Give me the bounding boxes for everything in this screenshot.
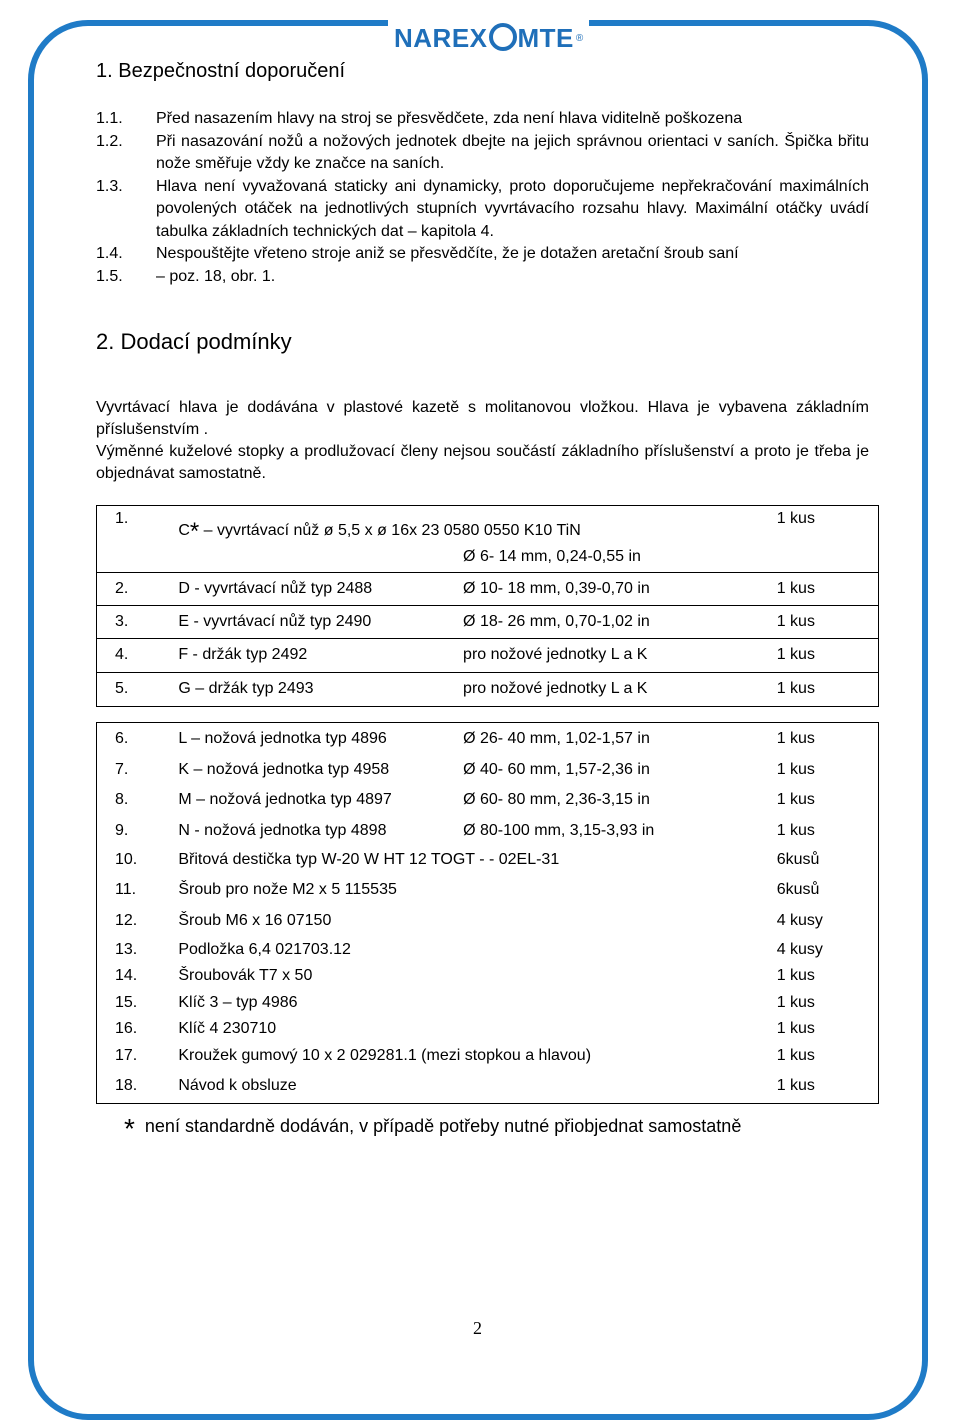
logo-registered-mark: ®: [575, 32, 584, 44]
row-quantity: 1 kus: [776, 680, 815, 697]
row-name: Klíč 3 – typ 4986: [178, 993, 298, 1011]
row-name: F - držák typ 2492: [178, 646, 308, 663]
row-number: 18.: [115, 1077, 138, 1095]
row-dimension: Ø 40- 60 mm, 1,57-2,36 in: [463, 760, 650, 778]
section2-title: 2. Dodací podmínky: [96, 329, 292, 354]
row-quantity: 6kusů: [776, 881, 820, 898]
row-quantity: 1 kus: [776, 760, 815, 778]
row-dimension: pro nožové jednotky L a K: [463, 680, 648, 697]
row-number: 13.: [115, 940, 138, 958]
row-name: K – nožová jednotka typ 4958: [178, 760, 390, 778]
row-name: Břitová destička typ W-20 W HT 12 TOGT - - 02EL-31: [178, 851, 560, 868]
table-row: [97, 875, 879, 906]
delivery-paragraph-2: Výměnné kuželové stopky a prodlužovací členy nejsou součástí základního příslušenství a proto je třeba je objednávat samostatně.: [96, 443, 869, 482]
table-row: [97, 937, 879, 963]
row-dimension: pro nožové jednotky L a K: [463, 646, 648, 663]
row-quantity: 1 kus: [776, 510, 815, 527]
row-number: 4.: [115, 646, 129, 663]
footnote-text: není standardně dodáván, v případě potřeby nutné přiobjednat samostatně: [144, 1116, 742, 1136]
table-row: [97, 990, 879, 1016]
table-row: [97, 1016, 879, 1042]
footnote: [124, 1107, 742, 1144]
row-number: 15.: [115, 993, 138, 1011]
row-quantity: 6kusů: [776, 851, 820, 868]
rule-number: 1.4.: [96, 245, 123, 262]
rule-text: Nespouštějte vřeteno stroje aniž se přesvědčíte, že je dotažen aretační šroub saní: [156, 245, 739, 262]
narex-mte-logo: [388, 18, 589, 58]
row-number: 3.: [115, 612, 129, 630]
rule-text: – poz. 18, obr. 1.: [156, 267, 276, 285]
delivery-paragraph-1: Vyvrtávací hlava je dodávána v plastové kazetě s molitanovou vložkou. Hlava je vybavena základním příslušenstvím .: [96, 399, 869, 438]
row-number: 16.: [115, 1019, 138, 1037]
table-row: [97, 542, 879, 572]
row-number: 5.: [115, 680, 129, 697]
rule-number: 1.3.: [96, 177, 123, 195]
row-number: 11.: [115, 881, 137, 898]
rule-text: Hlava není vyvažovaná staticky ani dynamicky, proto doporučujeme nepřekračování maximálních povolených otáček na jednotlivých stupních vyvrtávacího rozsahu hlavy. Maximální otáčky uvádí tabulka základních technických dat – kapitola 4.: [156, 177, 869, 240]
table-row: [97, 1070, 879, 1104]
table-row: [97, 638, 879, 672]
row-number: 7.: [115, 760, 129, 778]
row-number: 17.: [115, 1046, 138, 1064]
rule-number: 1.5.: [96, 267, 123, 285]
logo-text-part1: NAREX: [394, 22, 488, 53]
row-name: Kroužek gumový 10 x 2 029281.1 (mezi stopkou a hlavou): [178, 1046, 592, 1064]
table-row: [97, 723, 879, 755]
row-dimension: Ø 60- 80 mm, 2,36-3,15 in: [463, 791, 650, 808]
row-name: [178, 506, 762, 543]
row-name: N - nožová jednotka typ 4898: [178, 821, 387, 839]
row-name: Klíč 4 230710: [178, 1019, 277, 1037]
table-row: [97, 755, 879, 785]
row-quantity: 1 kus: [776, 1046, 815, 1064]
row-quantity: 1 kus: [776, 1077, 815, 1095]
accessories-table-1: [96, 505, 879, 707]
row-quantity: 1 kus: [776, 821, 815, 839]
row-quantity: 1 kus: [776, 791, 815, 808]
logo-text-part2: MTE: [517, 22, 574, 53]
row-number: 9.: [115, 821, 129, 839]
row-quantity: 1 kus: [776, 579, 815, 597]
table-row: [97, 672, 879, 706]
row-name: E - vyvrtávací nůž typ 2490: [178, 612, 372, 630]
safety-rules-list: [96, 108, 869, 288]
accessories-table-2: [96, 722, 879, 1104]
asterisk-mark: *: [124, 1113, 135, 1144]
table-row: [97, 572, 879, 605]
row-name: Šroubovák T7 x 50: [178, 967, 313, 984]
page-number: 2: [473, 1318, 482, 1338]
rule-item: [96, 243, 869, 266]
rule-number: 1.1.: [96, 110, 123, 127]
row-number: 2.: [115, 579, 129, 597]
row-number: 12.: [115, 912, 138, 929]
row-name-text: – vyvrtávací nůž ø 5,5 x ø 16x 23 0580 0550 K10 TiN: [199, 522, 581, 539]
row-name: Šroub M6 x 16 07150: [178, 912, 332, 929]
row-name: G – držák typ 2493: [178, 680, 314, 697]
row-quantity: 1 kus: [776, 612, 815, 630]
table-row: [97, 846, 879, 875]
row-name: M – nožová jednotka typ 4897: [178, 791, 392, 808]
row-quantity: 1 kus: [776, 967, 815, 984]
row-number: 10.: [115, 851, 138, 868]
row-number: 14.: [115, 967, 138, 984]
rule-text: Před nasazením hlavy na stroj se přesvědčete, zda není hlava viditelně poškozena: [156, 110, 743, 127]
row-dimension: Ø 10- 18 mm, 0,39-0,70 in: [463, 579, 650, 597]
asterisk-mark: *: [189, 518, 200, 545]
table-row: [97, 785, 879, 816]
rule-item: [96, 176, 869, 244]
row-dimension: Ø 26- 40 mm, 1,02-1,57 in: [463, 729, 650, 747]
row-quantity: 4 kusy: [776, 940, 823, 958]
row-quantity: 1 kus: [776, 993, 815, 1011]
row-name: L – nožová jednotka typ 4896: [178, 729, 387, 747]
table-row: [97, 963, 879, 990]
row-name: Šroub pro nože M2 x 5 115535: [178, 881, 397, 898]
table-row: [97, 1042, 879, 1070]
section1-title: 1. Bezpečnostní doporučení: [96, 60, 346, 82]
row-number: 1.: [115, 510, 129, 527]
table-row: [97, 506, 879, 543]
row-name: D - vyvrtávací nůž typ 2488: [178, 579, 373, 597]
row-dimension: Ø 18- 26 mm, 0,70-1,02 in: [463, 612, 650, 630]
row-quantity: 4 kusy: [776, 912, 823, 929]
logo-ring-icon: [489, 23, 517, 51]
row-quantity: 1 kus: [776, 1019, 815, 1037]
row-number: 6.: [115, 729, 129, 747]
row-number: 8.: [115, 791, 129, 808]
rule-number: 1.2.: [96, 132, 123, 150]
rule-item: [96, 131, 869, 176]
rule-item: [96, 266, 869, 289]
rule-item: [96, 108, 869, 131]
table-row: [97, 605, 879, 638]
row-name: Podložka 6,4 021703.12: [178, 940, 351, 958]
row-name: Návod k obsluze: [178, 1077, 297, 1095]
row-quantity: 1 kus: [776, 729, 815, 747]
table-row: [97, 816, 879, 846]
rule-text: Při nasazování nožů a nožových jednotek dbejte na jejich správnou orientaci v saních. Špička břitu nože směřuje vždy ke značce na saních.: [156, 132, 869, 172]
row-dimension: Ø 80-100 mm, 3,15-3,93 in: [463, 821, 655, 839]
row-dimension: Ø 6- 14 mm, 0,24-0,55 in: [463, 547, 641, 565]
row-quantity: 1 kus: [776, 646, 815, 663]
table-row: [97, 906, 879, 937]
row-prefix: C: [178, 522, 190, 539]
